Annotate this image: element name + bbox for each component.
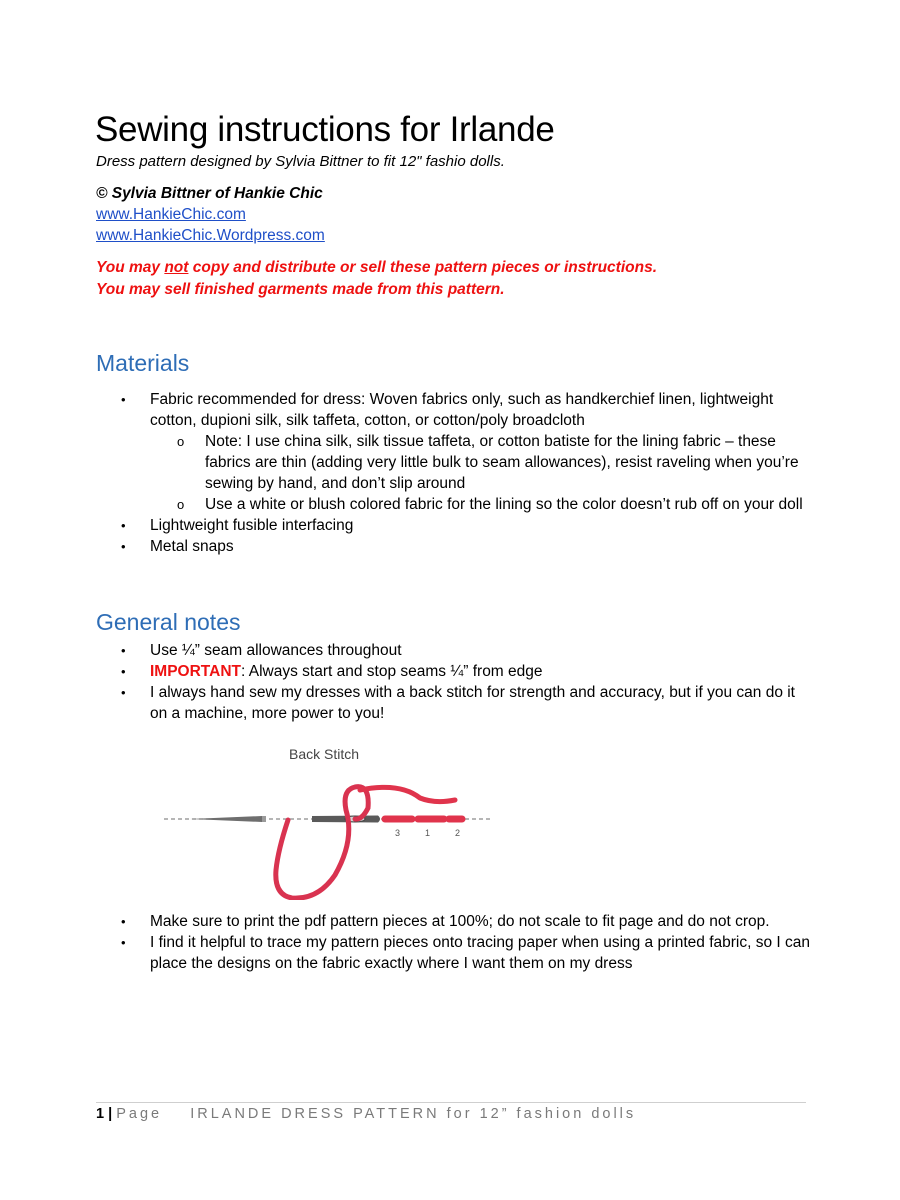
footer-divider (96, 1102, 806, 1103)
page-title: Sewing instructions for Irlande (95, 110, 555, 149)
back-stitch-illustration (150, 740, 500, 900)
sub-list-item (150, 494, 816, 515)
materials-sublist (150, 431, 816, 515)
list-item (96, 661, 816, 682)
list-item (96, 389, 816, 515)
list-item (96, 932, 816, 974)
bullet-icon: • (121, 914, 126, 929)
list-item-text: Make sure to print the pdf pattern pieces at 100%; do not scale to fit page and do not crop. (150, 913, 770, 930)
bullet-icon: • (121, 518, 126, 533)
page-label: Page (116, 1106, 163, 1122)
copyright-notice: © Sylvia Bittner of Hankie Chic (96, 185, 323, 202)
back-stitch-figure (150, 740, 500, 900)
bullet-icon: • (121, 935, 126, 950)
footer-spacer (162, 1106, 190, 1122)
sub-list-item-text: Use a white or blush colored fabric for the lining so the color doesn’t rub off on your doll (205, 496, 803, 513)
copy-warning-not: not (164, 259, 189, 276)
sub-list-item (150, 431, 816, 494)
stitch-label-3: 3 (395, 828, 401, 838)
stitch-label-2: 2 (455, 828, 461, 838)
figure-title: Back Stitch (289, 746, 360, 762)
bullet-icon: • (121, 539, 126, 554)
copy-warning-pre: You may (96, 259, 165, 276)
bullet-icon: • (121, 685, 126, 700)
list-item (96, 682, 816, 724)
important-label: IMPORTANT (150, 663, 241, 680)
copy-warning-post: copy and distribute or sell these pattern pieces or instructions. (188, 259, 658, 276)
needle-gap (262, 816, 266, 822)
bullet-icon: • (121, 643, 126, 658)
list-item-text: Fabric recommended for dress: Woven fabrics only, such as handkerchief linen, lightweight cotton, dupioni silk, silk taffeta, cotton, or cotton/poly broadcloth (150, 391, 774, 429)
general-notes-list (96, 640, 816, 724)
sell-notice: You may sell finished garments made from this pattern. (96, 281, 505, 298)
materials-heading: Materials (96, 350, 190, 376)
blog-link[interactable]: www.HankieChic.Wordpress.com (96, 227, 325, 244)
list-item (96, 911, 816, 932)
website-link[interactable]: www.HankieChic.com (96, 206, 246, 223)
thread-tail (360, 787, 455, 801)
list-item-text: : Always start and stop seams ¼” from edge (240, 663, 543, 680)
page-footer (96, 1106, 636, 1122)
list-item (96, 515, 816, 536)
sub-list-item-text: Note: I use china silk, silk tissue taffeta, or cotton batiste for the lining fabric – these fabrics are thin (adding very little bulk to seam allowances), resist raveling when you’re sewing by hand, and don’t slip around (205, 433, 799, 492)
footer-title: IRLANDE DRESS PATTERN for 12” fashion dolls (190, 1106, 637, 1122)
bullet-icon: • (121, 664, 126, 679)
footer-separator: | (104, 1106, 117, 1122)
general-notes-list-continued (96, 911, 816, 974)
list-item (96, 640, 816, 661)
list-item-text: Metal snaps (150, 538, 234, 555)
materials-list (96, 389, 816, 557)
needle-tip (190, 816, 262, 822)
copy-warning (96, 259, 657, 277)
list-item-text: I find it helpful to trace my pattern pieces onto tracing paper when using a printed fabric, so I can place the designs on the fabric exactly where I want them on my dress (150, 934, 810, 972)
page-number: 1 (96, 1106, 105, 1122)
circle-bullet-icon: o (177, 434, 185, 449)
list-item-text: I always hand sew my dresses with a back stitch for strength and accuracy, but if you can do it on a machine, more power to you! (150, 684, 795, 722)
thread-loop (276, 787, 368, 898)
bullet-icon: • (121, 392, 126, 407)
list-item (96, 536, 816, 557)
list-item-text: Use ¼” seam allowances throughout (150, 642, 402, 659)
circle-bullet-icon: o (177, 497, 185, 512)
general-notes-heading: General notes (96, 609, 241, 635)
stitch-label-1: 1 (425, 828, 431, 838)
subtitle: Dress pattern designed by Sylvia Bittner to fit 12" fashio dolls. (96, 153, 505, 170)
list-item-text: Lightweight fusible interfacing (150, 517, 354, 534)
